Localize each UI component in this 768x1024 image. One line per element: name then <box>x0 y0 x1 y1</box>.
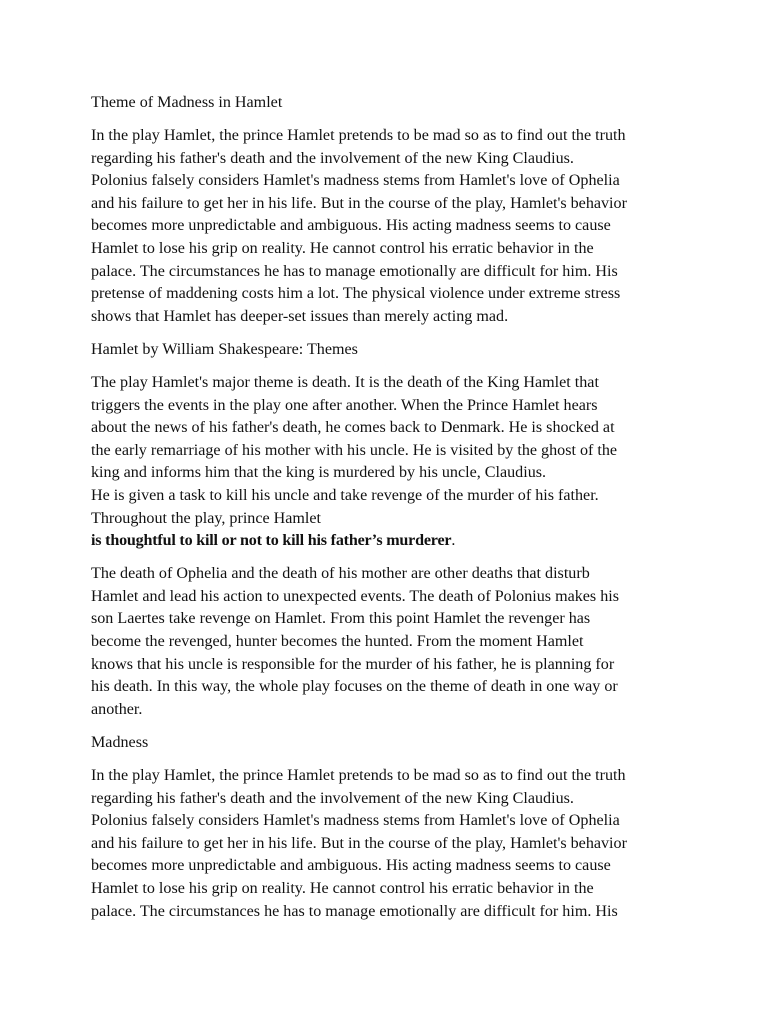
text-line: palace. The circumstances he has to manage emotionally are difficult for him. His <box>91 902 618 920</box>
text-line: The death of Ophelia and the death of his mother are other deaths that disturb <box>91 565 590 583</box>
text-line: become the revenged, hunter becomes the hunted. From the moment Hamlet <box>91 633 584 651</box>
heading-madness: Madness <box>91 733 149 751</box>
bold-line-period: . <box>451 532 456 550</box>
text-line: Hamlet to lose his grip on reality. He cannot control his erratic behavior in the <box>91 240 594 258</box>
text-line: the early remarriage of his mother with his uncle. He is visited by the ghost of the <box>91 441 618 459</box>
text-line: palace. The circumstances he has to manage emotionally are difficult for him. His <box>91 262 618 280</box>
text-line: In the play Hamlet, the prince Hamlet pretends to be mad so as to find out the truth <box>91 767 626 785</box>
text-line: shows that Hamlet has deeper-set issues than merely acting mad. <box>91 307 509 325</box>
bold-phrase: is thoughtful to kill or not to kill his father’s murderer <box>91 532 452 550</box>
text-line: pretense of maddening costs him a lot. The physical violence under extreme stress <box>91 285 621 303</box>
paragraph-madness-intro <box>91 125 681 328</box>
text-line: knows that his uncle is responsible for the murder of his father, he is planning for <box>91 655 615 673</box>
text-line: Hamlet to lose his grip on reality. He cannot control his erratic behavior in the <box>91 880 594 897</box>
document-page <box>91 92 681 923</box>
bold-text-line <box>91 530 681 553</box>
heading-theme-of-madness: Theme of Madness in Hamlet <box>91 94 283 111</box>
text-line: his death. In this way, the whole play focuses on the theme of death in one way or <box>91 678 618 696</box>
text-line: about the news of his father's death, he comes back to Denmark. He is shocked at <box>91 419 615 437</box>
text-line: The play Hamlet's major theme is death. It is the death of the King Hamlet that <box>91 374 599 392</box>
paragraph-madness-repeat <box>91 765 681 923</box>
text-line: triggers the events in the play one after another. When the Prince Hamlet hears <box>91 396 598 414</box>
text-line: Polonius falsely considers Hamlet's madness stems from Hamlet's love of Ophelia <box>91 812 620 830</box>
text-line: Polonius falsely considers Hamlet's madness stems from Hamlet's love of Ophelia <box>91 172 620 190</box>
text-line: becomes more unpredictable and ambiguous. His acting madness seems to cause <box>91 217 611 235</box>
text-line: regarding his father's death and the involvement of the new King Claudius. <box>91 149 574 167</box>
text-line: another. <box>91 700 143 718</box>
text-line: and his failure to get her in his life. But in the course of the play, Hamlet's behavior <box>91 194 627 212</box>
paragraph-death-theme <box>91 372 681 553</box>
text-line: and his failure to get her in his life. But in the course of the play, Hamlet's behavior <box>91 834 627 852</box>
paragraph-other-deaths <box>91 563 681 721</box>
text-line: Hamlet and lead his action to unexpected events. The death of Polonius makes his <box>91 587 619 605</box>
text-line: In the play Hamlet, the prince Hamlet pretends to be mad so as to find out the truth <box>91 127 626 145</box>
text-line: becomes more unpredictable and ambiguous. His acting madness seems to cause <box>91 857 611 875</box>
heading-shakespeare-themes: Hamlet by William Shakespeare: Themes <box>91 340 358 358</box>
text-line: son Laertes take revenge on Hamlet. From this point Hamlet the revenger has <box>91 610 591 628</box>
text-line: king and informs him that the king is murdered by his uncle, Claudius. <box>91 464 547 482</box>
text-line: Throughout the play, prince Hamlet <box>91 509 322 527</box>
text-line: He is given a task to kill his uncle and take revenge of the murder of his father. <box>91 487 599 504</box>
text-line: regarding his father's death and the involvement of the new King Claudius. <box>91 789 574 807</box>
